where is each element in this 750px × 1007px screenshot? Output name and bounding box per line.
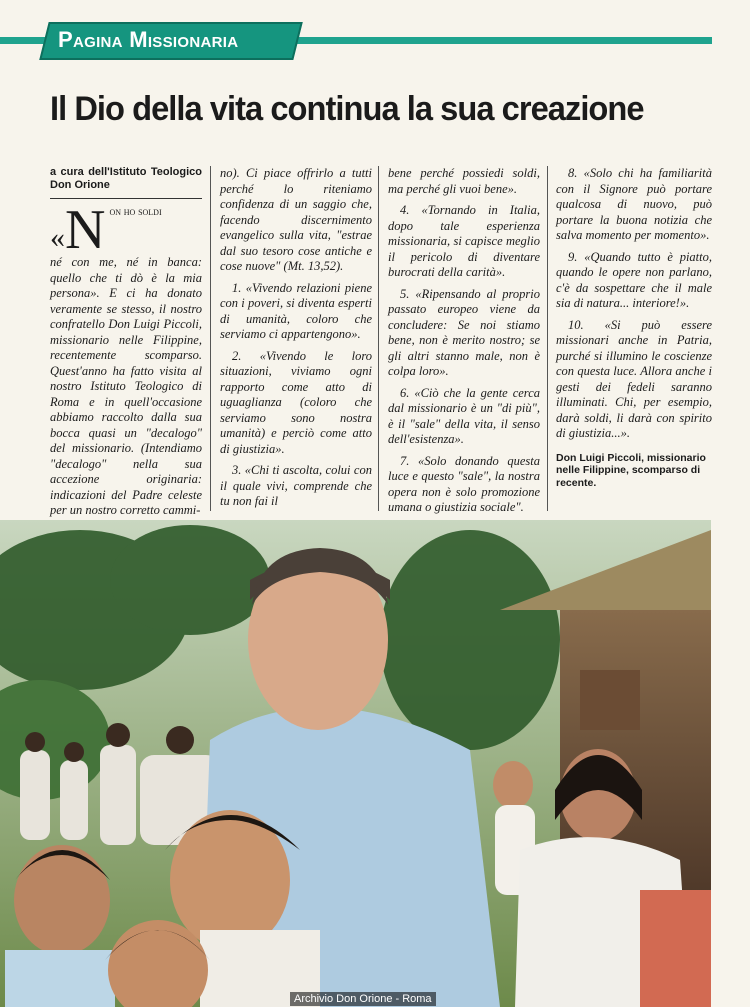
byline: a cura dell'Istituto Teologico Don Orione [50, 166, 202, 199]
paragraph: 4. «Tornando in Italia, dopo tale esperienza missionaria, si capisce meglio il pericolo di diventare burocrati della carità». [388, 203, 540, 279]
paragraph: 1. «Vivendo relazioni piene con i poveri, si diventa esperti di umanità, coloro che serviamo ci appartengono». [220, 280, 372, 341]
article-headline: Il Dio della vita continua la sua creazione [50, 90, 644, 128]
signature: Don Luigi Piccoli, missionario nelle Filippine, scomparso di recente. [556, 451, 706, 489]
column-divider [378, 166, 379, 511]
paragraph: 3. «Chi ti ascolta, colui con il quale vivi, comprende che tu non fai il [220, 463, 372, 508]
paragraph: 2. «Vivendo le loro situazioni, viviamo ogni rapporto come atto di uguaglianza (coloro che serviamo sono nostra umanità) e perciò come atto di giustizia». [220, 348, 372, 456]
column-2 [220, 166, 372, 516]
photo-missionary-with-children [0, 520, 711, 1007]
section-label: Pagina Missionaria [58, 27, 239, 52]
paragraph: 8. «Solo chi ha familiarità con il Signore può portare qualcosa di nuovo, può portare la buona notizia che salva momento per momento». [556, 166, 712, 242]
column-3 [388, 166, 540, 522]
dropcap-block [50, 199, 202, 261]
paragraph: 7. «Solo donando questa luce e questo "sale", la nostra opera non è solo promozione umana o giustizia sociale". [388, 453, 540, 514]
paragraph: 5. «Ripensando al proprio passato europeo viene da concludere: Se noi stiamo bene, non è merito nostro; se gli altri stanno male, non è colpa loro». [388, 286, 540, 378]
archive-caption: Archivio Don Orione - Roma [290, 992, 436, 1006]
dropcap-letter: N [65, 199, 106, 261]
paragraph: bene perché possiedi soldi, ma perché gli vuoi bene». [388, 166, 540, 196]
column-4 [556, 166, 712, 489]
paragraph: né con me, né in banca: quello che ti dò è la mia persona». E ci ha donato veramente se stesso, il nostro confratello Don Luigi Piccoli, missionario nelle Filippine, recentemente scomparso. Quest'anno ha fatto visita al nostro Istituto Teologico di Roma e in quell'occasione abbiamo raccolto dalla sua bocca quasi un "decalogo" del missionario. (Intendiamo "decalogo" nella sua accezione originaria: indicazioni del Padre celeste per un nostro corretto cammi- [50, 255, 202, 517]
paragraph: no). Ci piace offrirlo a tutti perché lo riteniamo confidenza di un saggio che, facendo discernimento evangelico sulla vita, "estrae dal suo tesoro cose antiche e cose nuove" (Mt. 13,52). [220, 166, 372, 273]
column-divider [547, 166, 548, 511]
paragraph: 9. «Quando tutto è piatto, quando le opere non parlano, c'è da sospettare che il male sia di natura... interiore!». [556, 249, 712, 310]
paragraph: 10. «Si può essere missionari anche in Patria, purché si illumino le coscienze con questa luce. Allora anche i gesti dei fedeli saranno illuminati. Chi, per esempio, darà soldi, li darà con spirito di giustizia...». [556, 317, 712, 440]
paragraph: 6. «Ciò che la gente cerca dal missionario è un "di più", è il "sale" della vita, il senso dell'esistenza». [388, 385, 540, 446]
column-divider [210, 166, 211, 511]
column-1 [50, 166, 202, 525]
opening-caps: on ho soldi [109, 206, 162, 218]
opening-quote: « [50, 221, 65, 254]
